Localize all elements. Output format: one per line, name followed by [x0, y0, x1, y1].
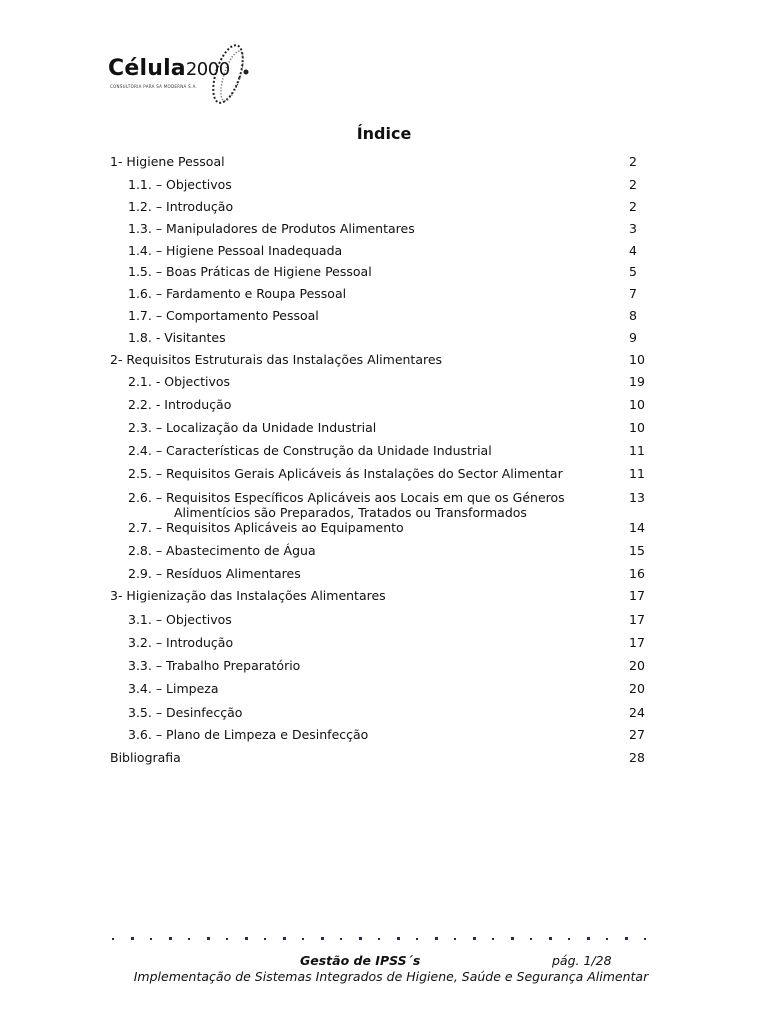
toc-entry-page: 15 [629, 543, 645, 558]
separator-dot [549, 937, 552, 940]
separator-dot [112, 938, 114, 940]
separator-dot [644, 938, 646, 940]
separator-dot [530, 938, 532, 940]
toc-entry-page: 2 [629, 177, 637, 192]
toc-entry-label: 2.4. – Características de Construção da Unidade Industrial [128, 443, 492, 458]
toc-entry-page: 24 [629, 705, 645, 720]
toc-entry-label: 1.8. - Visitantes [128, 330, 226, 345]
toc-entry-label: 1.2. – Introdução [128, 199, 234, 214]
separator-dot [169, 937, 172, 940]
toc-entry-page: 17 [629, 635, 645, 650]
toc-entry-page: 11 [629, 466, 645, 481]
toc-entry-page: 14 [629, 520, 645, 535]
separator-dot [625, 937, 628, 940]
separator-dot [340, 938, 342, 940]
toc-entry-label: 2.2. - Introdução [128, 397, 232, 412]
separator-dot [321, 937, 324, 940]
toc-entry-label: 1.5. – Boas Práticas de Higiene Pessoal [128, 264, 372, 279]
separator-dot [378, 938, 380, 940]
toc-entry-page: 7 [629, 286, 637, 301]
toc-entry-label: 3- Higienização das Instalações Alimentares [110, 588, 386, 603]
separator-dot [207, 937, 210, 940]
separator-dot [226, 938, 228, 940]
toc-entry-page: 17 [629, 588, 645, 603]
toc-entry-page: 5 [629, 264, 637, 279]
toc-entry-page: 17 [629, 612, 645, 627]
toc-entry-page: 20 [629, 681, 645, 696]
footer-document-title: Gestão de IPSS´s [300, 953, 421, 968]
separator-dot [131, 937, 134, 940]
toc-entry-label: 1- Higiene Pessoal [110, 154, 225, 169]
toc-entry-page: 10 [629, 352, 645, 367]
separator-dot [454, 938, 456, 940]
separator-dot [473, 937, 476, 940]
toc-entry-label: 1.1. – Objectivos [128, 177, 232, 192]
toc-entry-label: 2.1. - Objectivos [128, 374, 231, 389]
toc-entry-label: Bibliografia [110, 750, 181, 765]
toc-entry-label: 2- Requisitos Estruturais das Instalações Alimentares [110, 352, 443, 367]
toc-entry-page: 13 [629, 490, 645, 505]
toc-entry-label: 3.3. – Trabalho Preparatório [128, 658, 301, 673]
separator-dot [511, 937, 514, 940]
logo-tagline: CONSULTORIA PARA SA MODERNA S.A. [110, 84, 198, 89]
toc-entry-label: 1.7. – Comportamento Pessoal [128, 308, 319, 323]
toc-entry-label: 2.3. – Localização da Unidade Industrial [128, 420, 377, 435]
separator-dot [568, 938, 570, 940]
toc-entry-label-continued: Alimentícios são Preparados, Tratados ou Transformados [174, 505, 527, 520]
toc-entry-page: 9 [629, 330, 637, 345]
toc-entry-label: 3.5. – Desinfecção [128, 705, 243, 720]
footer-subtitle: Implementação de Sistemas Integrados de Higiene, Saúde e Segurança Alimentar [133, 969, 649, 984]
toc-entry-label: 1.6. – Fardamento e Roupa Pessoal [128, 286, 347, 301]
toc-entry-page: 10 [629, 397, 645, 412]
page-title: Índice [356, 124, 412, 143]
footer-page-number: pág. 1/28 [552, 953, 612, 968]
toc-entry-label: 2.5. – Requisitos Gerais Aplicáveis ás Instalações do Sector Alimentar [128, 466, 563, 481]
toc-entry-label: 2.7. – Requisitos Aplicáveis ao Equipamento [128, 520, 404, 535]
separator-dot [264, 938, 266, 940]
toc-entry-label: 2.6. – Requisitos Específicos Aplicáveis aos Locais em que os Géneros [128, 490, 565, 505]
toc-entry-page: 2 [629, 154, 637, 169]
toc-entry-page: 8 [629, 308, 637, 323]
toc-entry-label: 1.4. – Higiene Pessoal Inadequada [128, 243, 343, 258]
logo-wordmark: Célula2000 [108, 56, 230, 81]
separator-dot [150, 938, 152, 940]
separator-dot [397, 937, 400, 940]
toc-entry-page: 3 [629, 221, 637, 236]
toc-entry-page: 10 [629, 420, 645, 435]
toc-entry-page: 11 [629, 443, 645, 458]
toc-entry-label: 2.9. – Resíduos Alimentares [128, 566, 301, 581]
separator-dot [587, 937, 590, 940]
toc-entry-label: 3.2. – Introdução [128, 635, 234, 650]
toc-entry-page: 16 [629, 566, 645, 581]
toc-entry-label: 3.6. – Plano de Limpeza e Desinfecção [128, 727, 369, 742]
toc-entry-page: 19 [629, 374, 645, 389]
toc-entry-label: 3.4. – Limpeza [128, 681, 219, 696]
separator-dot [435, 937, 438, 940]
separator-dot [359, 937, 362, 940]
footer-dotted-separator [112, 936, 657, 942]
separator-dot [188, 938, 190, 940]
toc-entry-label: 2.8. – Abastecimento de Água [128, 543, 316, 558]
toc-entry-page: 28 [629, 750, 645, 765]
company-logo [108, 40, 258, 112]
separator-dot [245, 937, 248, 940]
toc-entry-page: 2 [629, 199, 637, 214]
toc-entry-page: 4 [629, 243, 637, 258]
toc-entry-label: 3.1. – Objectivos [128, 612, 232, 627]
toc-entry-label: 1.3. – Manipuladores de Produtos Alimentares [128, 221, 415, 236]
toc-entry-page: 27 [629, 727, 645, 742]
separator-dot [606, 938, 608, 940]
separator-dot [492, 938, 494, 940]
toc-entry-page: 20 [629, 658, 645, 673]
separator-dot [283, 937, 286, 940]
separator-dot [416, 938, 418, 940]
separator-dot [302, 938, 304, 940]
